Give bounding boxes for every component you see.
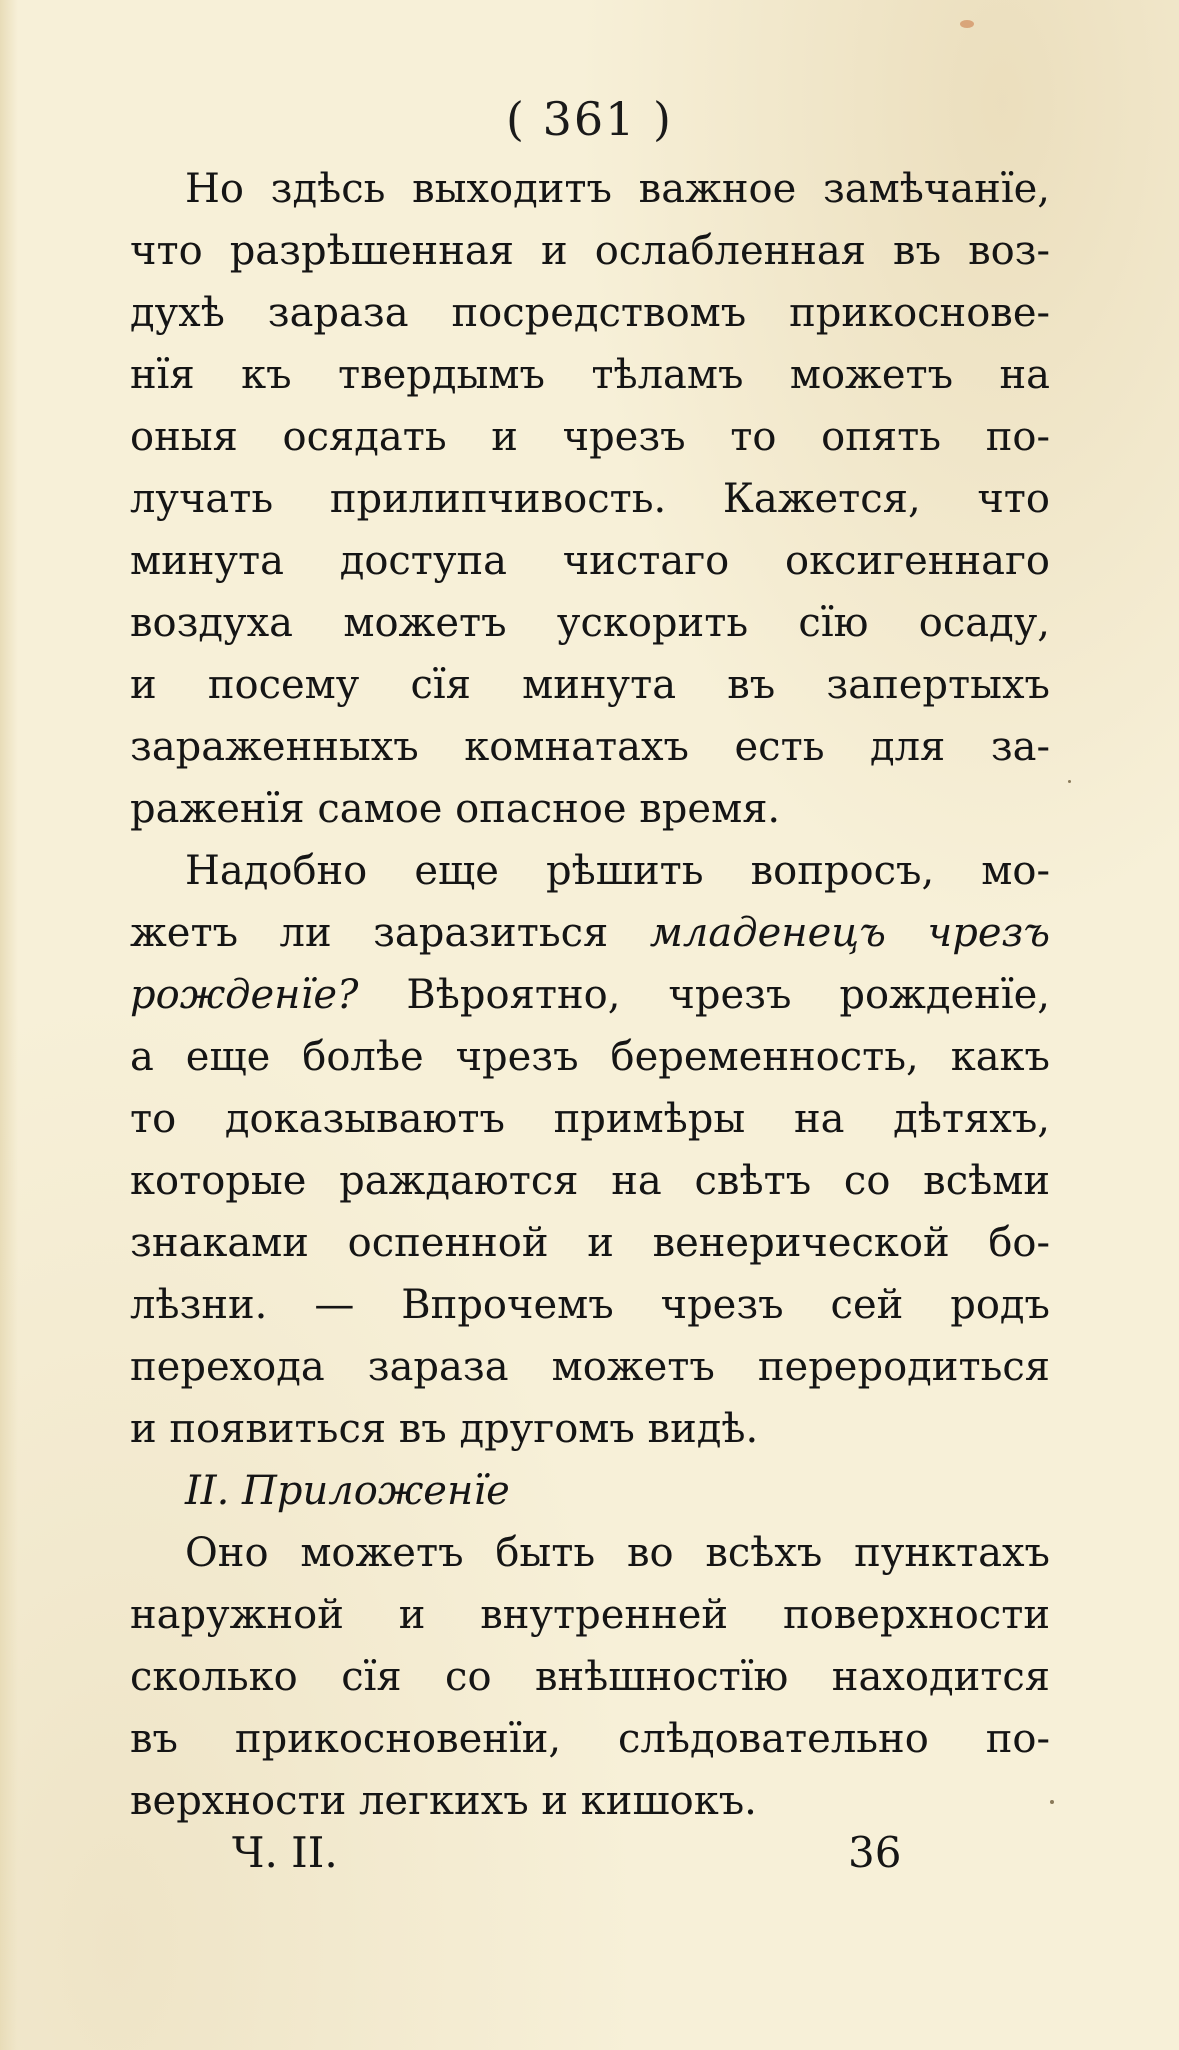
paper-speck	[1068, 780, 1071, 783]
text-span: жетъ ли заразиться	[130, 910, 650, 956]
paragraph-1	[130, 158, 1050, 840]
page-header: ( 361 )	[506, 92, 673, 146]
text-line: а еще болѣе чрезъ беременность, какъ	[130, 1034, 1050, 1080]
text-line: нїя къ твердымъ тѣламъ можетъ на	[130, 352, 1050, 398]
page-edge-shadow	[0, 0, 18, 2050]
text-line: Надобно еще рѣшить вопросъ, мо-	[185, 848, 1050, 894]
text-line: зараженныхъ комнатахъ есть для за-	[130, 724, 1050, 770]
text-line: то доказываютъ примѣры на дѣтяхъ,	[130, 1096, 1050, 1142]
text-line: минута доступа чистаго оксигеннаго	[130, 538, 1050, 584]
text-line: что разрѣшенная и ослабленная въ воз-	[130, 228, 1050, 274]
text-span: Вѣроятно, чрезъ рожденїе,	[358, 972, 1050, 1018]
text-line: Но здѣсь выходитъ важное замѣчанїе,	[185, 166, 1050, 212]
paper-speck	[1050, 1800, 1054, 1804]
text-line: раженїя самое опасное время.	[130, 786, 781, 832]
text-line: перехода зараза можетъ переродиться	[130, 1344, 1050, 1390]
signature-number: 36	[848, 1828, 902, 1877]
paragraph-3	[130, 1522, 1050, 1832]
paragraph-2	[130, 840, 1050, 1460]
text-line: лѣзни. — Впрочемъ чрезъ сей родъ	[130, 1282, 1050, 1328]
page-footer	[0, 1828, 1179, 1888]
italic-term: рожденїе?	[130, 972, 359, 1018]
text-line: и посему сїя минута въ запертыхъ	[130, 662, 1050, 708]
text-line: въ прикосновенїи, слѣдовательно по-	[130, 1716, 1050, 1762]
italic-term: младенецъ чрезъ	[649, 910, 1050, 956]
text-line: воздуха можетъ ускорить сїю осаду,	[130, 600, 1050, 646]
text-line-mixed	[130, 964, 1050, 1026]
page-body	[130, 158, 1050, 1832]
text-line: знаками оспенной и венерической бо-	[130, 1220, 1050, 1266]
text-line: лучать прилипчивость. Кажется, что	[130, 476, 1050, 522]
text-line: верхности легкихъ и кишокъ.	[130, 1778, 757, 1824]
text-line: оныя осядать и чрезъ то опять по-	[130, 414, 1050, 460]
text-line: и появиться въ другомъ видѣ.	[130, 1406, 759, 1452]
text-line: духѣ зараза посредствомъ прикоснове-	[130, 290, 1050, 336]
text-line: Оно можетъ быть во всѣхъ пунктахъ	[185, 1530, 1050, 1576]
section-heading: II. Приложенїе	[185, 1468, 510, 1514]
paper-speck	[960, 20, 974, 28]
text-line-mixed	[130, 902, 1050, 964]
text-line: наружной и внутренней поверхности	[130, 1592, 1050, 1638]
text-line: которые раждаются на свѣтъ со всѣми	[130, 1158, 1050, 1204]
signature-mark: Ч. II.	[232, 1828, 338, 1877]
text-line: сколько сїя со внѣшностїю находится	[130, 1654, 1050, 1700]
